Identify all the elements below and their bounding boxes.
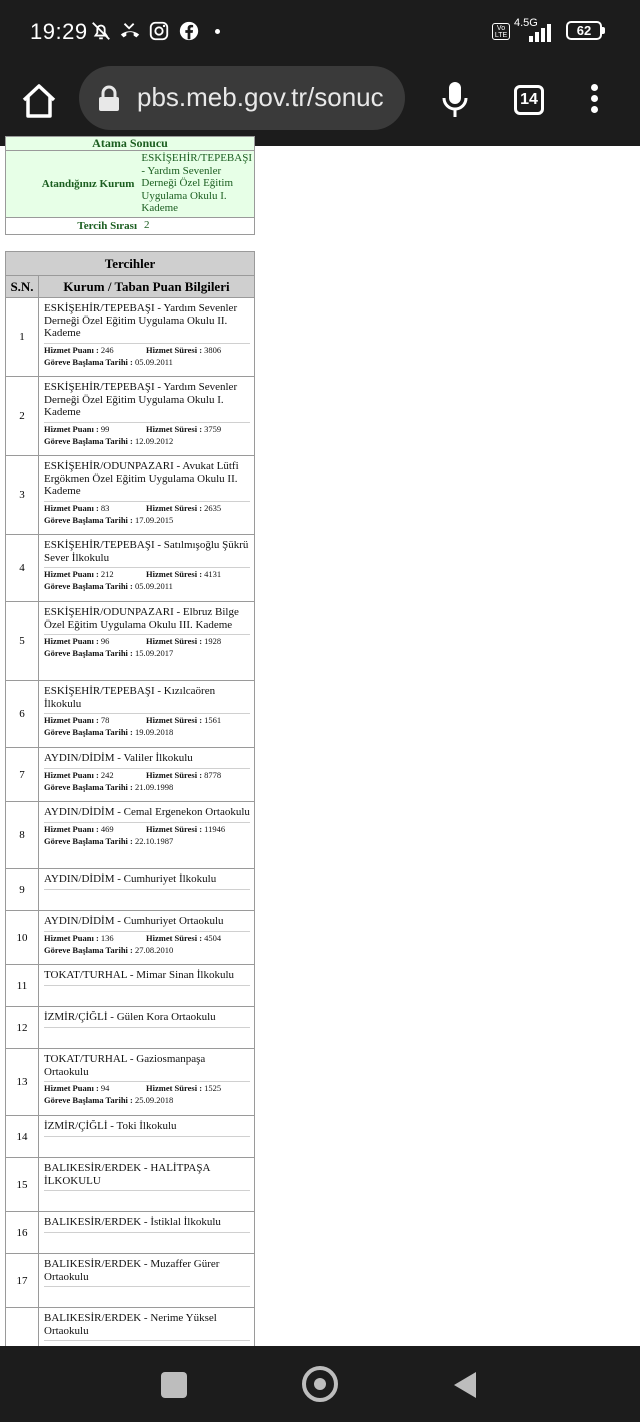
start-date-label: Göreve Başlama Tarihi :: [44, 1095, 133, 1105]
menu-icon[interactable]: [584, 84, 604, 120]
preference-sn: 17: [6, 1254, 39, 1307]
volte-badge: Vo LTE: [492, 23, 510, 40]
preference-institution: AYDIN/DİDİM - Cumhuriyet İlkokulu: [44, 873, 217, 885]
preference-body: [39, 1007, 254, 1048]
start-date-label: Göreve Başlama Tarihi :: [44, 356, 133, 367]
duration-label: Hizmet Süresi :: [146, 769, 203, 780]
recent-apps-icon[interactable]: [161, 1372, 187, 1398]
preference-divider: [44, 1190, 250, 1191]
preference-row: [6, 1212, 254, 1254]
preference-body: [39, 298, 254, 376]
preference-body: [39, 965, 254, 1006]
instagram-icon: [148, 20, 170, 42]
back-icon[interactable]: [452, 1370, 478, 1400]
preference-sn: 8: [6, 802, 39, 868]
home-icon[interactable]: [18, 80, 60, 122]
score-label: Hizmet Puanı :: [44, 344, 99, 355]
preferences-header: [6, 276, 254, 298]
score-value: 99: [100, 423, 110, 434]
score-label: Hizmet Puanı :: [44, 1083, 99, 1093]
preference-divider: [44, 1136, 250, 1137]
preference-score-line: [44, 932, 250, 944]
preference-divider: [44, 1286, 250, 1287]
duration-label: Hizmet Süresi :: [146, 823, 203, 834]
preference-row: [6, 1049, 254, 1116]
start-date-label: Göreve Başlama Tarihi :: [44, 944, 133, 955]
home-button-icon[interactable]: [302, 1366, 338, 1402]
start-date-value: 19.09.2018: [135, 727, 174, 737]
preference-body: [39, 802, 254, 868]
preference-row: [6, 1308, 254, 1348]
duration-label: Hizmet Süresi :: [146, 932, 203, 943]
preference-row: [6, 535, 254, 602]
preferences-title: Tercihler: [6, 252, 254, 276]
start-date-value: 15.09.2017: [135, 648, 174, 658]
preference-score-line: [44, 502, 250, 514]
score-label: Hizmet Puanı :: [44, 423, 99, 434]
preference-sn: [6, 1308, 39, 1347]
rank-value: 2: [144, 218, 150, 231]
duration-label: Hizmet Süresi :: [146, 636, 203, 646]
dot-icon: [215, 29, 220, 34]
score-value: 212: [100, 569, 114, 579]
preference-body: [39, 1212, 254, 1253]
preference-row: [6, 1158, 254, 1212]
preference-sn: 6: [6, 681, 39, 747]
start-date-label: Göreve Başlama Tarihi :: [44, 648, 133, 658]
mute-bell-icon: [90, 20, 112, 42]
duration-label: Hizmet Süresi :: [146, 569, 203, 579]
duration-label: Hizmet Süresi :: [146, 715, 203, 725]
score-label: Hizmet Puanı :: [44, 569, 99, 579]
preference-body: [39, 681, 254, 747]
preference-body: [39, 1116, 254, 1157]
duration-value: 4131: [204, 569, 222, 579]
rank-label: Tercih Sırası: [77, 219, 137, 232]
preference-date-line: [44, 1094, 250, 1106]
battery-icon: 62: [566, 21, 602, 40]
navigation-bar: [0, 1346, 640, 1422]
preference-date-line: [44, 835, 250, 847]
preference-body: [39, 377, 254, 455]
score-value: 83: [100, 502, 110, 513]
preference-institution: ESKİŞEHİR/TEPEBAŞI - Yardım Sevenler Derneği Özel Eğitim Uygulama Okulu II. Kademe: [44, 302, 238, 339]
start-date-value: 21.09.1998: [135, 781, 174, 792]
lock-icon: [98, 86, 120, 112]
result-row-institution: [6, 151, 254, 218]
start-date-value: 22.10.1987: [135, 835, 174, 846]
preference-row: [6, 911, 254, 965]
preference-row: [6, 1116, 254, 1158]
preferences-rows: [6, 298, 254, 1348]
signal-icon: [521, 22, 557, 42]
start-date-value: 25.09.2018: [135, 1095, 174, 1105]
start-date-label: Göreve Başlama Tarihi :: [44, 781, 133, 792]
duration-label: Hizmet Süresi :: [146, 423, 203, 434]
preference-date-line: [44, 944, 250, 956]
preference-institution: AYDIN/DİDİM - Cemal Ergenekon Ortaokulu: [44, 806, 250, 818]
preference-sn: 15: [6, 1158, 39, 1211]
tabs-icon[interactable]: 14: [514, 85, 544, 115]
preference-score-line: [44, 568, 250, 580]
duration-value: 2635: [204, 502, 222, 513]
preference-row: [6, 681, 254, 748]
duration-value: 1561: [204, 715, 222, 725]
preference-sn: 3: [6, 456, 39, 534]
preference-body: [39, 1049, 254, 1115]
preference-institution: BALIKESİR/ERDEK - Muzaffer Gürer Ortaokulu: [44, 1258, 220, 1283]
url-text[interactable]: pbs.meb.gov.tr/sonuc: [137, 82, 384, 112]
preference-date-line: [44, 514, 250, 526]
preference-divider: [44, 985, 250, 986]
score-label: Hizmet Puanı :: [44, 636, 99, 646]
preference-body: [39, 748, 254, 801]
duration-value: 1525: [204, 1083, 222, 1093]
preference-institution: İZMİR/ÇİĞLİ - Toki İlkokulu: [44, 1120, 177, 1132]
column-sn: S.N.: [6, 276, 39, 297]
duration-value: 4504: [204, 932, 222, 943]
column-kurum: Kurum / Taban Puan Bilgileri: [63, 279, 230, 294]
preference-body: [39, 1308, 254, 1347]
preference-row: [6, 602, 254, 681]
preference-score-line: [44, 344, 250, 356]
start-date-value: 17.09.2015: [135, 514, 174, 525]
url-bar[interactable]: [79, 66, 405, 130]
preference-body: [39, 1254, 254, 1307]
preference-divider: [44, 889, 250, 890]
preference-body: [39, 1158, 254, 1211]
preference-institution: TOKAT/TURHAL - Mimar Sinan İlkokulu: [44, 969, 235, 981]
preference-sn: 1: [6, 298, 39, 376]
preference-body: [39, 869, 254, 910]
battery-tip: [602, 27, 605, 34]
preference-institution: BALIKESİR/ERDEK - HALİTPAŞA İLKOKULU: [44, 1162, 210, 1187]
preference-date-line: [44, 726, 250, 738]
preference-institution: BALIKESİR/ERDEK - Nerime Yüksel Ortaokulu: [44, 1312, 217, 1337]
duration-value: 3759: [204, 423, 222, 434]
preference-sn: 4: [6, 535, 39, 601]
preference-institution: BALIKESİR/ERDEK - İstiklal İlkokulu: [44, 1216, 221, 1228]
preference-date-line: [44, 781, 250, 793]
preference-row: [6, 1007, 254, 1049]
start-date-value: 27.08.2010: [135, 944, 174, 955]
preference-institution: ESKİŞEHİR/TEPEBAŞI - Kızılcaören İlkokulu: [44, 685, 216, 710]
start-date-value: 12.09.2012: [135, 435, 174, 446]
preference-row: [6, 377, 254, 456]
preference-row: [6, 456, 254, 535]
duration-label: Hizmet Süresi :: [146, 502, 203, 513]
preference-sn: 11: [6, 965, 39, 1006]
preference-row: [6, 1254, 254, 1308]
start-date-label: Göreve Başlama Tarihi :: [44, 727, 133, 737]
institution-value: ESKİŞEHİR/TEPEBAŞI - Yardım Sevenler Derneği Özel Eğitim Uygulama Okulu I. Kademe: [141, 152, 252, 214]
status-time: 19:29: [30, 19, 88, 44]
preference-date-line: [44, 435, 250, 447]
score-label: Hizmet Puanı :: [44, 502, 99, 513]
preference-row: [6, 748, 254, 802]
preference-score-line: [44, 769, 250, 781]
browser-toolbar: [0, 62, 640, 146]
preference-score-line: [44, 714, 250, 726]
preference-divider: [44, 1340, 250, 1341]
start-date-label: Göreve Başlama Tarihi :: [44, 514, 133, 525]
preference-institution: AYDIN/DİDİM - Valiler İlkokulu: [44, 752, 193, 764]
start-date-label: Göreve Başlama Tarihi :: [44, 835, 133, 846]
preference-divider: [44, 1027, 250, 1028]
institution-label: Atandığınız Kurum: [41, 177, 135, 190]
preference-row: [6, 869, 254, 911]
preference-score-line: [44, 1082, 250, 1094]
missed-call-icon: [119, 20, 141, 42]
start-date-label: Göreve Başlama Tarihi :: [44, 581, 133, 591]
preference-date-line: [44, 356, 250, 368]
preference-body: [39, 911, 254, 964]
preference-body: [39, 456, 254, 534]
start-date-value: 05.09.2011: [135, 356, 173, 367]
preference-date-line: [44, 580, 250, 592]
preference-score-line: [44, 423, 250, 435]
preference-row: [6, 965, 254, 1007]
start-date-label: Göreve Başlama Tarihi :: [44, 435, 133, 446]
preference-sn: 2: [6, 377, 39, 455]
duration-label: Hizmet Süresi :: [146, 344, 203, 355]
preference-row: [6, 802, 254, 869]
preferences-table: [5, 251, 255, 1349]
preference-institution: ESKİŞEHİR/TEPEBAŞI - Satılmışoğlu Şükrü Sever İlkokulu: [44, 539, 249, 564]
duration-label: Hizmet Süresi :: [146, 1083, 203, 1093]
result-heading: Atama Sonucu: [6, 137, 254, 151]
preference-sn: 12: [6, 1007, 39, 1048]
preference-divider: [44, 1232, 250, 1233]
preference-body: [39, 602, 254, 680]
score-label: Hizmet Puanı :: [44, 823, 99, 834]
preference-sn: 10: [6, 911, 39, 964]
status-bar: [0, 0, 640, 62]
mic-icon[interactable]: [440, 80, 470, 120]
preference-institution: ESKİŞEHİR/TEPEBAŞI - Yardım Sevenler Derneği Özel Eğitim Uygulama Okulu I. Kademe: [44, 381, 238, 418]
preference-sn: 14: [6, 1116, 39, 1157]
start-date-value: 05.09.2011: [135, 581, 173, 591]
preference-score-line: [44, 823, 250, 835]
duration-value: 3806: [204, 344, 222, 355]
preference-institution: AYDIN/DİDİM - Cumhuriyet Ortaokulu: [44, 915, 224, 927]
score-value: 78: [100, 715, 110, 725]
preference-institution: ESKİŞEHİR/ODUNPAZARI - Elbruz Bilge Özel Eğitim Uygulama Okulu III. Kademe: [44, 606, 239, 631]
preference-date-line: [44, 647, 250, 659]
preference-sn: 5: [6, 602, 39, 680]
score-value: 96: [100, 636, 110, 646]
preference-sn: 9: [6, 869, 39, 910]
preference-institution: TOKAT/TURHAL - Gaziosmanpaşa Ortaokulu: [44, 1053, 206, 1078]
network-type: 4.5G: [514, 17, 538, 29]
preference-sn: 16: [6, 1212, 39, 1253]
score-value: 136: [100, 932, 114, 943]
preference-score-line: [44, 635, 250, 647]
score-value: 469: [100, 823, 114, 834]
preference-sn: 13: [6, 1049, 39, 1115]
preference-institution: İZMİR/ÇİĞLİ - Gülen Kora Ortaokulu: [44, 1011, 216, 1023]
duration-value: 1928: [204, 636, 222, 646]
score-value: 94: [100, 1083, 110, 1093]
duration-value: 11946: [204, 823, 226, 834]
preference-row: [6, 298, 254, 377]
score-value: 246: [100, 344, 114, 355]
facebook-icon: [178, 20, 200, 42]
duration-value: 8778: [204, 769, 222, 780]
page-content: [0, 136, 640, 1346]
preference-body: [39, 535, 254, 601]
score-label: Hizmet Puanı :: [44, 715, 99, 725]
result-row-rank: [6, 218, 254, 234]
score-label: Hizmet Puanı :: [44, 769, 99, 780]
preference-institution: ESKİŞEHİR/ODUNPAZARI - Avukat Lütfi Ergökmen Özel Eğitim Uygulama Okulu II. Kademe: [44, 460, 239, 497]
score-value: 242: [100, 769, 114, 780]
score-label: Hizmet Puanı :: [44, 932, 99, 943]
result-table: [5, 136, 255, 235]
preference-sn: 7: [6, 748, 39, 801]
